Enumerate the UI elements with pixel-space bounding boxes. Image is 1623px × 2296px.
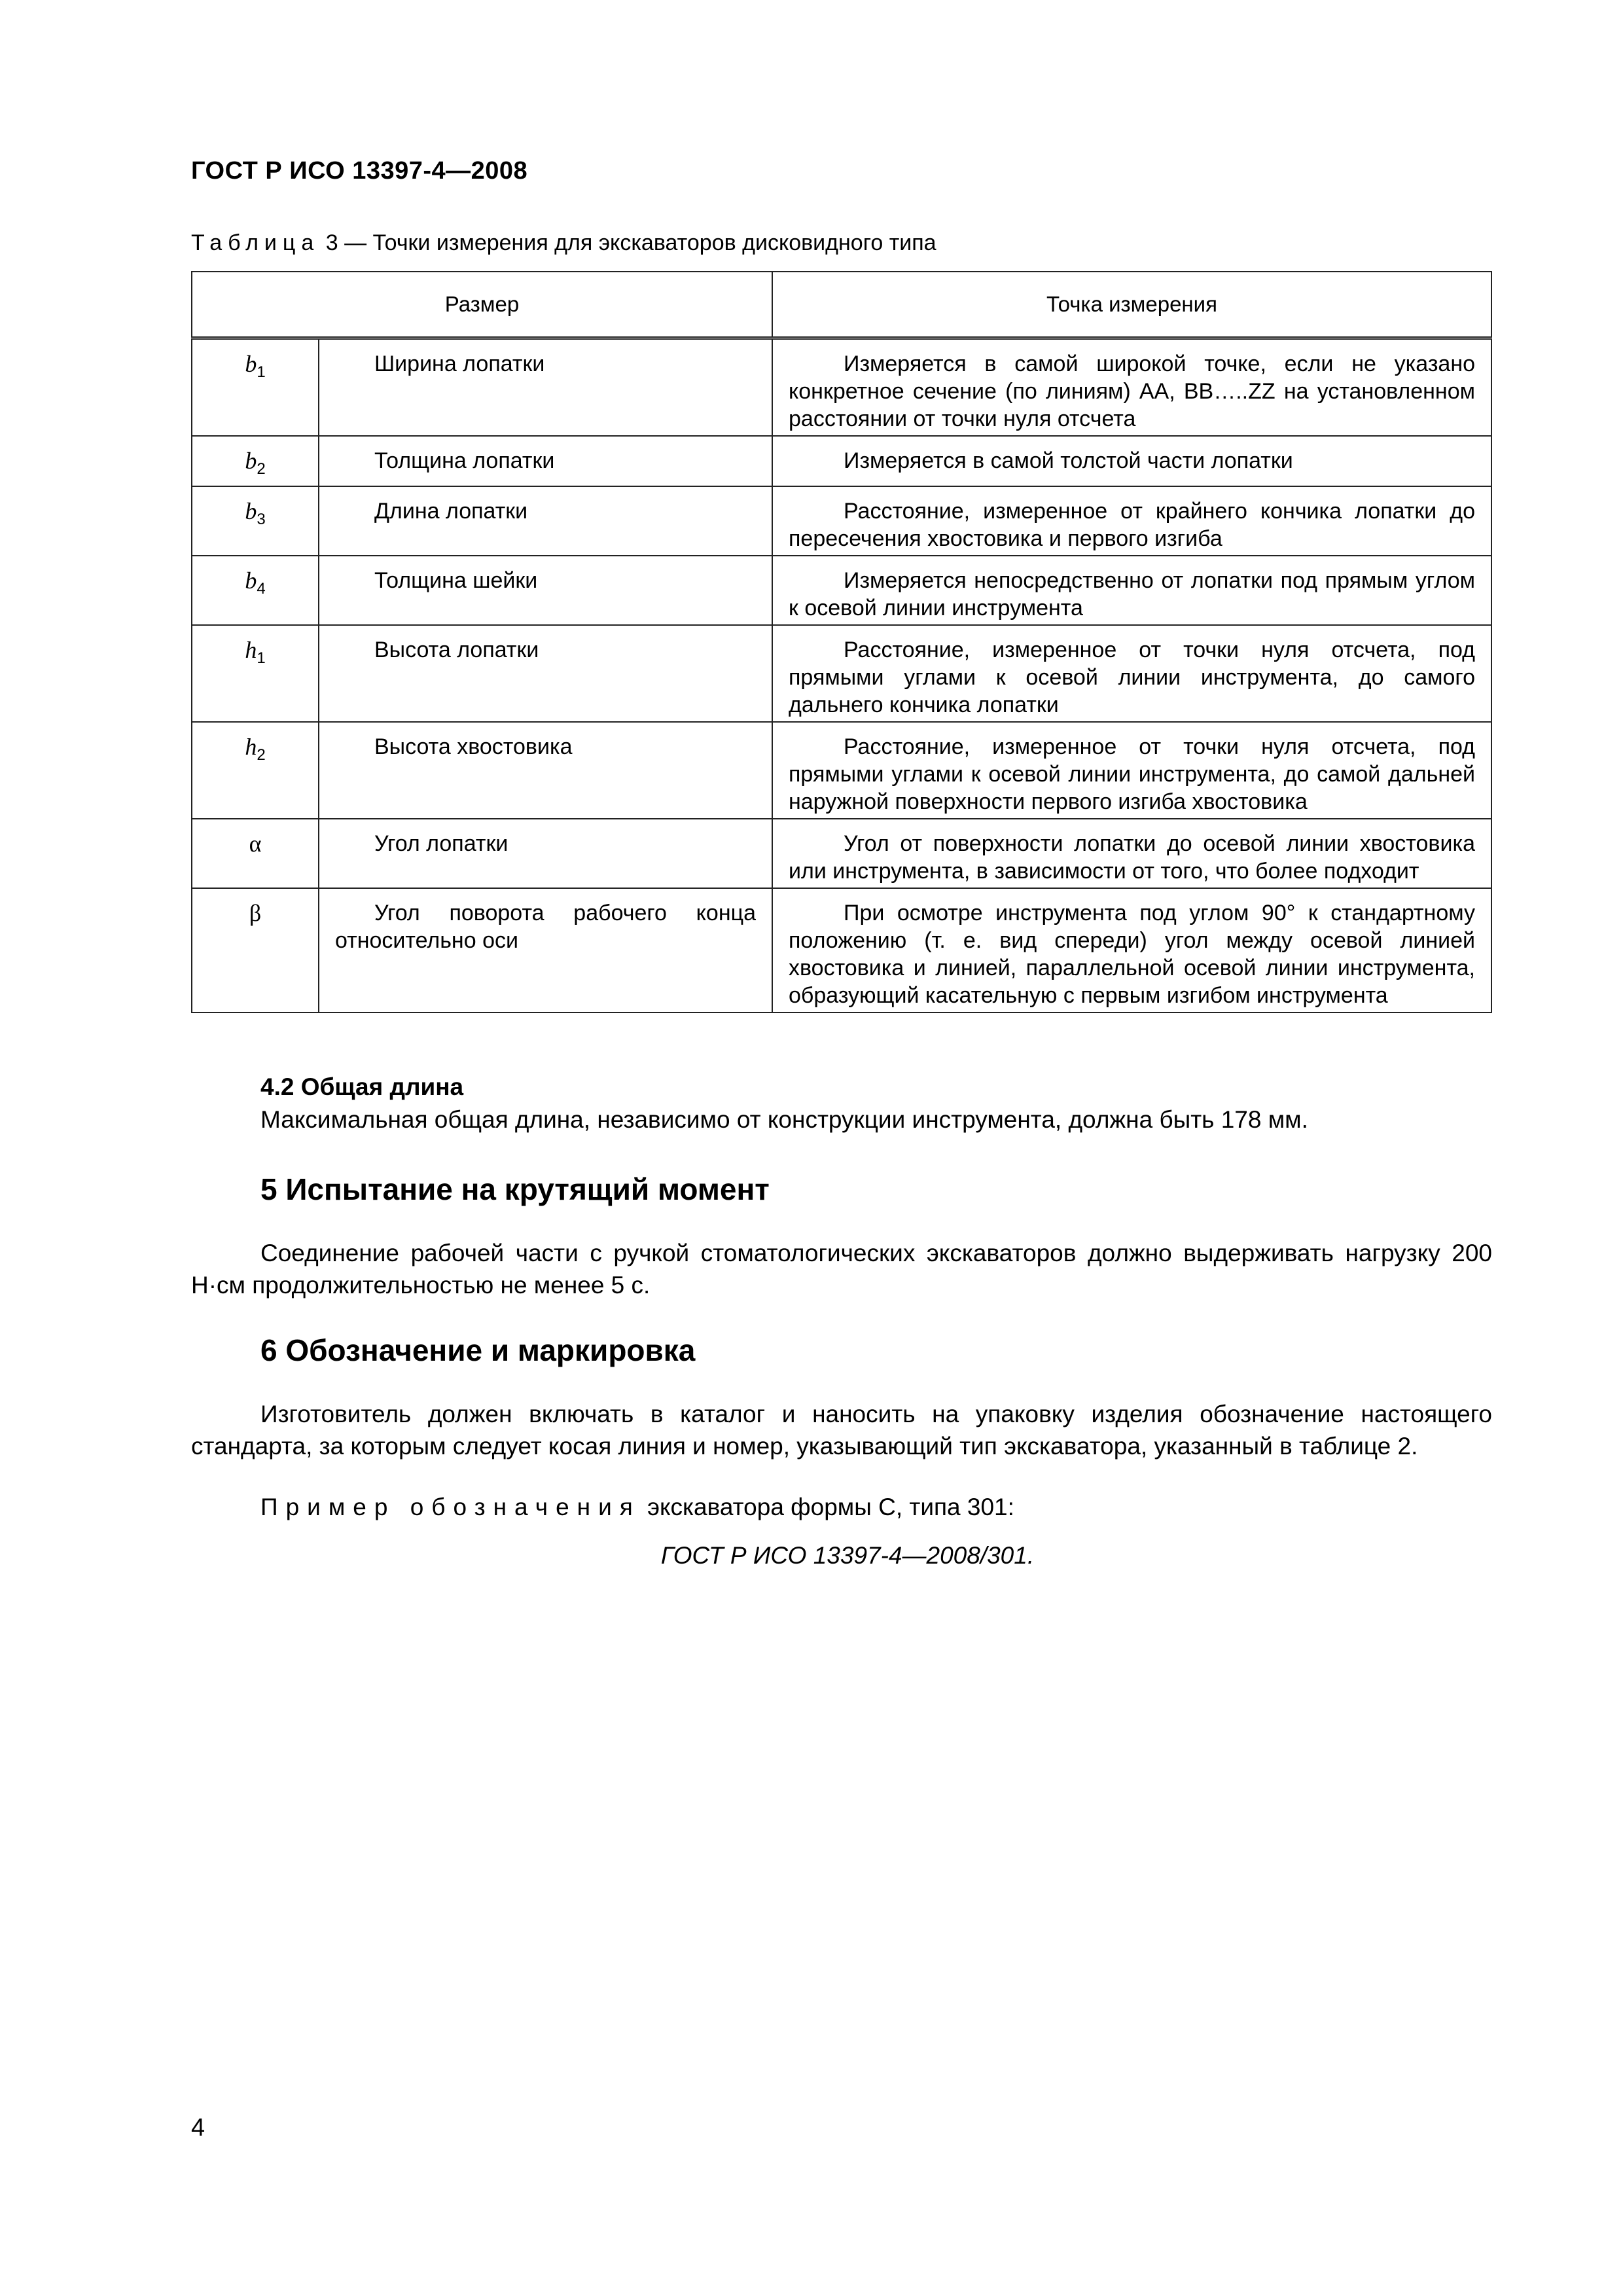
symbol-subscript: 2 <box>257 460 266 478</box>
symbol-cell <box>192 722 319 819</box>
page-number: 4 <box>191 2114 205 2142</box>
dimension-name <box>319 625 772 722</box>
symbol-cell <box>192 556 319 625</box>
symbol: b <box>245 498 257 525</box>
measurement-description: Измеряется в самой толстой части лопатки <box>772 436 1491 486</box>
measurement-description: Угол от поверхности лопатки до осевой линии хвостовика или инструмента, в зависимости от того, что более подходит <box>772 819 1491 888</box>
symbol: b <box>245 351 257 377</box>
dimension-name-text: Толщина шейки <box>374 568 538 594</box>
section-5-heading: 5 Испытание на крутящий момент <box>260 1172 770 1206</box>
symbol-cell <box>192 819 319 888</box>
dimension-name-text: Толщина лопатки <box>374 448 555 473</box>
symbol: b <box>245 567 257 594</box>
section-4-2-text: Максимальная общая длина, независимо от конструкции инструмента, должна быть 178 мм. <box>260 1106 1308 1133</box>
table-caption-label: Таблица <box>191 230 320 255</box>
measurement-points-table <box>191 271 1492 1013</box>
symbol-subscript: 1 <box>257 649 266 668</box>
measurement-description: Измеряется в самой широкой точке, если не указано конкретное сечение (по линиям) AA, BB…..ZZ на установленном расстоянии от точки нуля отсчета <box>772 338 1491 437</box>
designation-code: ГОСТ Р ИСО 13397-4—2008/301. <box>660 1542 1035 1569</box>
symbol-subscript: 2 <box>257 746 266 764</box>
dimension-name <box>319 556 772 625</box>
dimension-name-text: Длина лопатки <box>374 499 528 524</box>
section-4-2-heading: 4.2 Общая длина <box>260 1073 464 1100</box>
dimension-name <box>319 436 772 486</box>
symbol: b <box>245 448 257 474</box>
measurement-description: Расстояние, измеренное от точки нуля отсчета, под прямыми углами к осевой линии инструмента, до самого дальнего кончика лопатки <box>772 625 1491 722</box>
column-header-size: Размер <box>192 272 772 338</box>
dimension-name <box>319 722 772 819</box>
table-row <box>192 819 1491 888</box>
example-text: экскаватора формы С, типа 301: <box>640 1494 1014 1520</box>
table-caption-text: 3 — Точки измерения для экскаваторов дисковидного типа <box>319 230 936 255</box>
document-header: ГОСТ Р ИСО 13397-4—2008 <box>191 157 528 185</box>
symbol-cell <box>192 436 319 486</box>
table-header-row <box>192 272 1491 338</box>
column-header-measurement-point: Точка измерения <box>772 272 1491 338</box>
symbol-cell <box>192 486 319 556</box>
symbol-cell <box>192 625 319 722</box>
measurement-description: Расстояние, измеренное от точки нуля отсчета, под прямыми углами к осевой линии инструмента, до самой дальней наружной поверхности первого изгиба хвостовика <box>772 722 1491 819</box>
dimension-name <box>319 819 772 888</box>
measurement-description: Расстояние, измеренное от крайнего кончика лопатки до пересечения хвостовика и первого изгиба <box>772 486 1491 556</box>
measurement-description: При осмотре инструмента под углом 90° к стандартному положению (т. е. вид спереди) угол между осевой линией хвостовика и линией, параллельной осевой линии инструмента, образующий касательную с первым изгибом инструмента <box>772 888 1491 1013</box>
dimension-name: Угол поворота рабочего конца относительно оси <box>319 888 772 1013</box>
symbol-subscript: 1 <box>257 363 266 382</box>
dimension-name-text: Угол лопатки <box>374 831 508 857</box>
dimension-name-text: Высота хвостовика <box>374 734 573 760</box>
section-5-text: Соединение рабочей части с ручкой стоматологических экскаваторов должно выдерживать нагрузку 200 Н·см продолжительностью не менее 5 с. <box>191 1240 1492 1299</box>
section-6-heading: 6 Обозначение и маркировка <box>260 1333 696 1367</box>
table-row <box>192 556 1491 625</box>
table-row <box>192 625 1491 722</box>
measurement-description: Измеряется непосредственно от лопатки под прямым углом к осевой линии инструмента <box>772 556 1491 625</box>
section-6-text: Изготовитель должен включать в каталог и наносить на упаковку изделия обозначение настоящего стандарта, за которым следует косая линия и номер, указывающий тип экскаватора, указанный в таблице 2. <box>191 1401 1492 1460</box>
table-row <box>192 436 1491 486</box>
symbol-cell <box>192 338 319 437</box>
example-label: Пример обозначения <box>260 1494 641 1520</box>
symbol-subscript: 3 <box>257 511 266 529</box>
symbol: h <box>245 734 257 761</box>
designation-example <box>260 1494 1014 1521</box>
symbol: h <box>245 637 257 664</box>
symbol-subscript: 4 <box>257 580 266 598</box>
table-row <box>192 338 1491 437</box>
dimension-name <box>319 486 772 556</box>
dimension-name-text: Ширина лопатки <box>374 351 545 376</box>
table-row <box>192 486 1491 556</box>
dimension-name-text: Высота лопатки <box>374 637 539 663</box>
table-caption <box>191 230 936 256</box>
table-row <box>192 888 1491 1013</box>
symbol: β <box>249 900 262 927</box>
table-row <box>192 722 1491 819</box>
symbol-cell <box>192 888 319 1013</box>
symbol: α <box>249 831 262 857</box>
dimension-name <box>319 338 772 437</box>
